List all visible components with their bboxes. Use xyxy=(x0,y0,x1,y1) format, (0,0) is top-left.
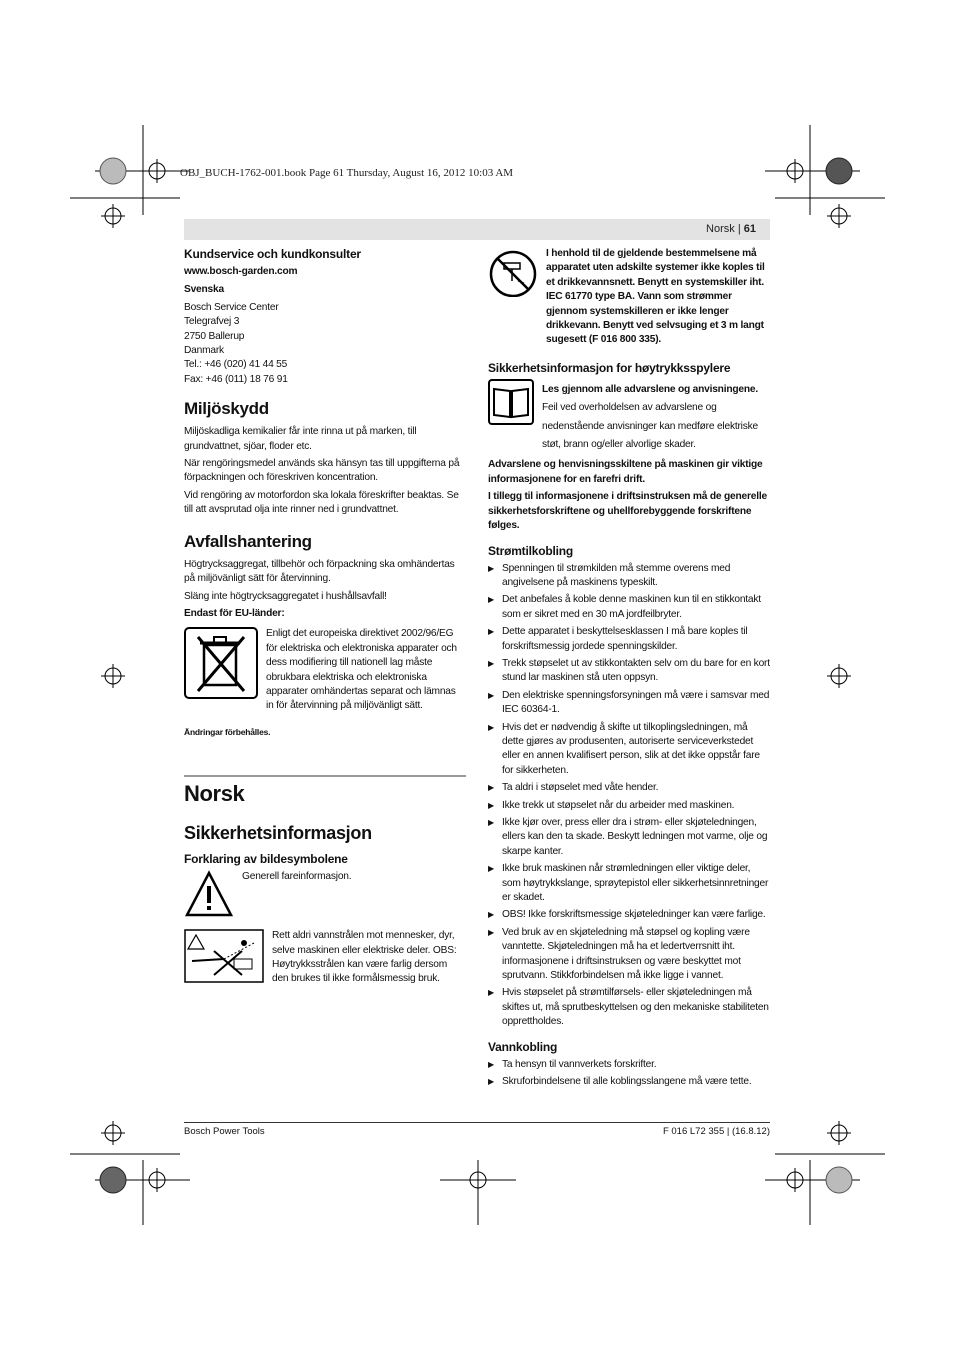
bullet-arrow-icon: ▶ xyxy=(488,722,494,732)
bullet-arrow-icon: ▶ xyxy=(488,1059,494,1069)
read-bold: Les gjennom alle advarslene og anvisningene. xyxy=(542,383,758,395)
forklaring-title: Forklaring av bildesymbolene xyxy=(184,852,348,867)
address-block xyxy=(184,301,466,387)
print-header: OBJ_BUCH-1762-001.book Page 61 Thursday, August 16, 2012 10:03 AM xyxy=(180,167,514,179)
avfall-title: Avfallshantering xyxy=(184,531,312,551)
page-header xyxy=(184,219,770,240)
list-item: ▶ Ta aldri i støpselet med våte hender. xyxy=(488,781,770,795)
list-item: ▶ Ikke bruk maskinen når strømledningen eller viktige deler, som høytrykkslange, sprøytepistol eller sikkerhetsinnretninger er skadet. xyxy=(488,862,770,905)
miljo-para: När rengöringsmedel används ska hänsyn tas till uppgifterna på förpackningen och föreskriven koncentration. xyxy=(184,458,460,484)
miljo-para: Miljöskadliga kemikalier får inte rinna ut på marken, till grundvattnet, sjöar, floder etc. xyxy=(184,426,417,452)
vann-list xyxy=(488,1058,770,1090)
fax: Fax: +46 (011) 18 76 91 xyxy=(184,373,288,385)
vann-title: Vannkobling xyxy=(488,1039,558,1054)
drinking-water-row xyxy=(488,247,770,351)
avfall-para: Högtrycksaggregat, tillbehör och förpackning ska omhändertas på miljövänligt sätt för återvinning. xyxy=(184,558,455,585)
list-item: ▶ Dette apparatet i beskyttelsesklassen I må bare koples til forskriftsmessig jordede spenningskilder. xyxy=(488,625,770,654)
sikkerhet-title: Sikkerhetsinformasjon xyxy=(184,823,372,844)
avfall-para: Släng inte högtrycksaggregatet i hushållsavfall! xyxy=(184,590,387,602)
bullet-arrow-icon: ▶ xyxy=(488,1077,494,1087)
address-line: Danmark xyxy=(184,345,224,357)
bullet-arrow-icon: ▶ xyxy=(488,864,494,874)
list-item: ▶ Skruforbindelsene til alle koblingsslangene må være tette. xyxy=(488,1075,770,1089)
list-item: ▶ Ikke trekk ut støpselet når du arbeider med maskinen. xyxy=(488,799,770,813)
address-line: 2750 Ballerup xyxy=(184,330,245,342)
symbol2-text: Rett aldri vannstrålen mot mennesker, dyr, selve maskinen eller elektriske deler. OBS: Høytrykksstrålen kan være farlig dersom den brukes til ikke formålsmessig bruk. xyxy=(272,930,457,985)
header-section: Norsk | xyxy=(706,223,741,235)
left-column xyxy=(184,247,466,994)
drinking-water-text: I henhold til de gjeldende bestemmelsene må apparatet uten adskilte systemer ikke koples til et drikkevannsnett. Benytt en systemskiller iht. IEC 61770 type BA. Vann som strømmer gjennom systemskilleren er ikke lenger drikkevann. Benytt ved selvsuging et 3 m langt sugesett (F 016 800 335). xyxy=(546,248,765,346)
right-column xyxy=(488,247,770,1093)
list-item: ▶ Hvis det er nødvendig å skifte ut tilkoplingsledningen, må dette gjøres av produsenten, autoriserte serviceverkstedet eller en annen kvalifisert person, slik at det ikke oppstår fare for sikkerheten. xyxy=(488,721,770,779)
strom-title: Strømtilkobling xyxy=(488,543,573,558)
bullet-arrow-icon: ▶ xyxy=(488,563,494,573)
website: www.bosch-garden.com xyxy=(184,266,298,277)
customer-service-title: Kundservice och kundkonsulter xyxy=(184,247,361,261)
norsk-title: Norsk xyxy=(184,781,245,807)
weee-row xyxy=(184,627,466,716)
symbol-row-2 xyxy=(184,929,466,990)
bullet-arrow-icon: ▶ xyxy=(488,595,494,605)
bullet-arrow-icon: ▶ xyxy=(488,988,494,998)
country: Svenska xyxy=(184,284,224,296)
symbol-row-1 xyxy=(184,870,466,923)
eu-title: Endast för EU-länder: xyxy=(184,607,285,619)
section-rule xyxy=(184,775,466,807)
bullet-arrow-icon: ▶ xyxy=(488,627,494,637)
weee-bin-icon xyxy=(184,627,258,716)
miljo-title: Miljöskydd xyxy=(184,399,269,419)
miljo-para: Vid rengöring av motorfordon ska lokala föreskrifter beaktas. Se till att avsprutad olja inte rinner ned i grundvattnet. xyxy=(184,489,459,516)
eu-text: Enligt det europeiska direktivet 2002/96/EG för elektriska och elektroniska apparater och dess modifiering till nationell lag måste obrukbara elektriska och elektroniska apparater omhändertas separat och lämnas in för återvinning på miljövänligt sätt. xyxy=(266,628,457,712)
strom-list xyxy=(488,562,770,1030)
read-manual-icon xyxy=(488,379,534,453)
read-row xyxy=(488,379,770,453)
warning-triangle-icon xyxy=(184,870,234,923)
bullet-arrow-icon: ▶ xyxy=(488,783,494,793)
extra-para: I tillegg til informasjonene i driftsinstruksen må de generelle sikkerhetsforskriftene og uhellforebyggende forskriftene følges. xyxy=(488,491,767,532)
list-item: ▶ Ved bruk av en skjøteledning må støpsel og kopling være vanntette. Skjøteledningen må ha et ledertverrsnitt iht. informasjonene i driftsinstruksen og være beskyttet mot sprutvann. Stikkforbindelsen må ikke ligge i vannet. xyxy=(488,926,770,984)
page-number: 61 xyxy=(743,223,756,235)
warn-para: Advarslene og henvisningsskiltene på maskinen gir viktige informasjonene for en farefri drift. xyxy=(488,459,763,485)
address-line: Bosch Service Center xyxy=(184,301,279,313)
safety-title: Sikkerhetsinformasjon for høytrykksspylere xyxy=(488,360,731,375)
bullet-arrow-icon: ▶ xyxy=(488,800,494,810)
list-item: ▶ Den elektriske spenningsforsyningen må være i samsvar med IEC 60364-1. xyxy=(488,689,770,718)
bullet-arrow-icon: ▶ xyxy=(488,658,494,668)
list-item: ▶ Trekk støpselet ut av stikkontakten selv om du bare for en kort stund lar maskinen stå uten oppsyn. xyxy=(488,657,770,686)
no-drinking-water-icon xyxy=(488,247,538,351)
footer-code: F 016 L72 355 | (16.8.12) xyxy=(662,1126,770,1137)
bullet-arrow-icon: ▶ xyxy=(488,927,494,937)
bullet-arrow-icon: ▶ xyxy=(488,818,494,827)
footer-brand: Bosch Power Tools xyxy=(184,1126,265,1137)
bullet-arrow-icon: ▶ xyxy=(488,690,494,700)
bullet-arrow-icon: ▶ xyxy=(488,910,494,920)
changes-note: Ändringar förbehålles. xyxy=(184,726,271,737)
list-item: ▶ Ikke kjør over, press eller dra i strøm- eller skjøteledningen, ellers kan den ta skade. Beskytt ledningen mot varme, olje og skarpe kanter. xyxy=(488,816,770,859)
symbol1-text: Generell fareinformasjon. xyxy=(242,871,352,883)
phone: Tel.: +46 (020) 41 44 55 xyxy=(184,359,288,371)
list-item: ▶ Ta hensyn til vannverkets forskrifter. xyxy=(488,1058,770,1072)
list-item: ▶ OBS! Ikke forskriftsmessige skjøteledninger kan være farlige. xyxy=(488,908,770,922)
list-item: ▶ Hvis støpselet på strømtilførsels- eller skjøteledningen må skiftes ut, må sprutbeskyttelsen og den mekaniske stabiliteten opprettholdes. xyxy=(488,986,770,1029)
footer-rule xyxy=(184,1122,770,1123)
address-line: Telegrafvej 3 xyxy=(184,316,240,328)
water-jet-warning-icon xyxy=(184,929,264,990)
read-rest: Feil ved overholdelsen av advarslene og nedenstående anvisninger kan medføre elektriske støt, brann og/eller alvorlige skader. xyxy=(542,402,758,451)
list-item: ▶ Spenningen til strømkilden må stemme overens med angivelsene på maskinens typeskilt. xyxy=(488,562,770,591)
list-item: ▶ Det anbefales å koble denne maskinen kun til en stikkontakt som er sikret med en 30 mA jordfeilbryter. xyxy=(488,593,770,622)
